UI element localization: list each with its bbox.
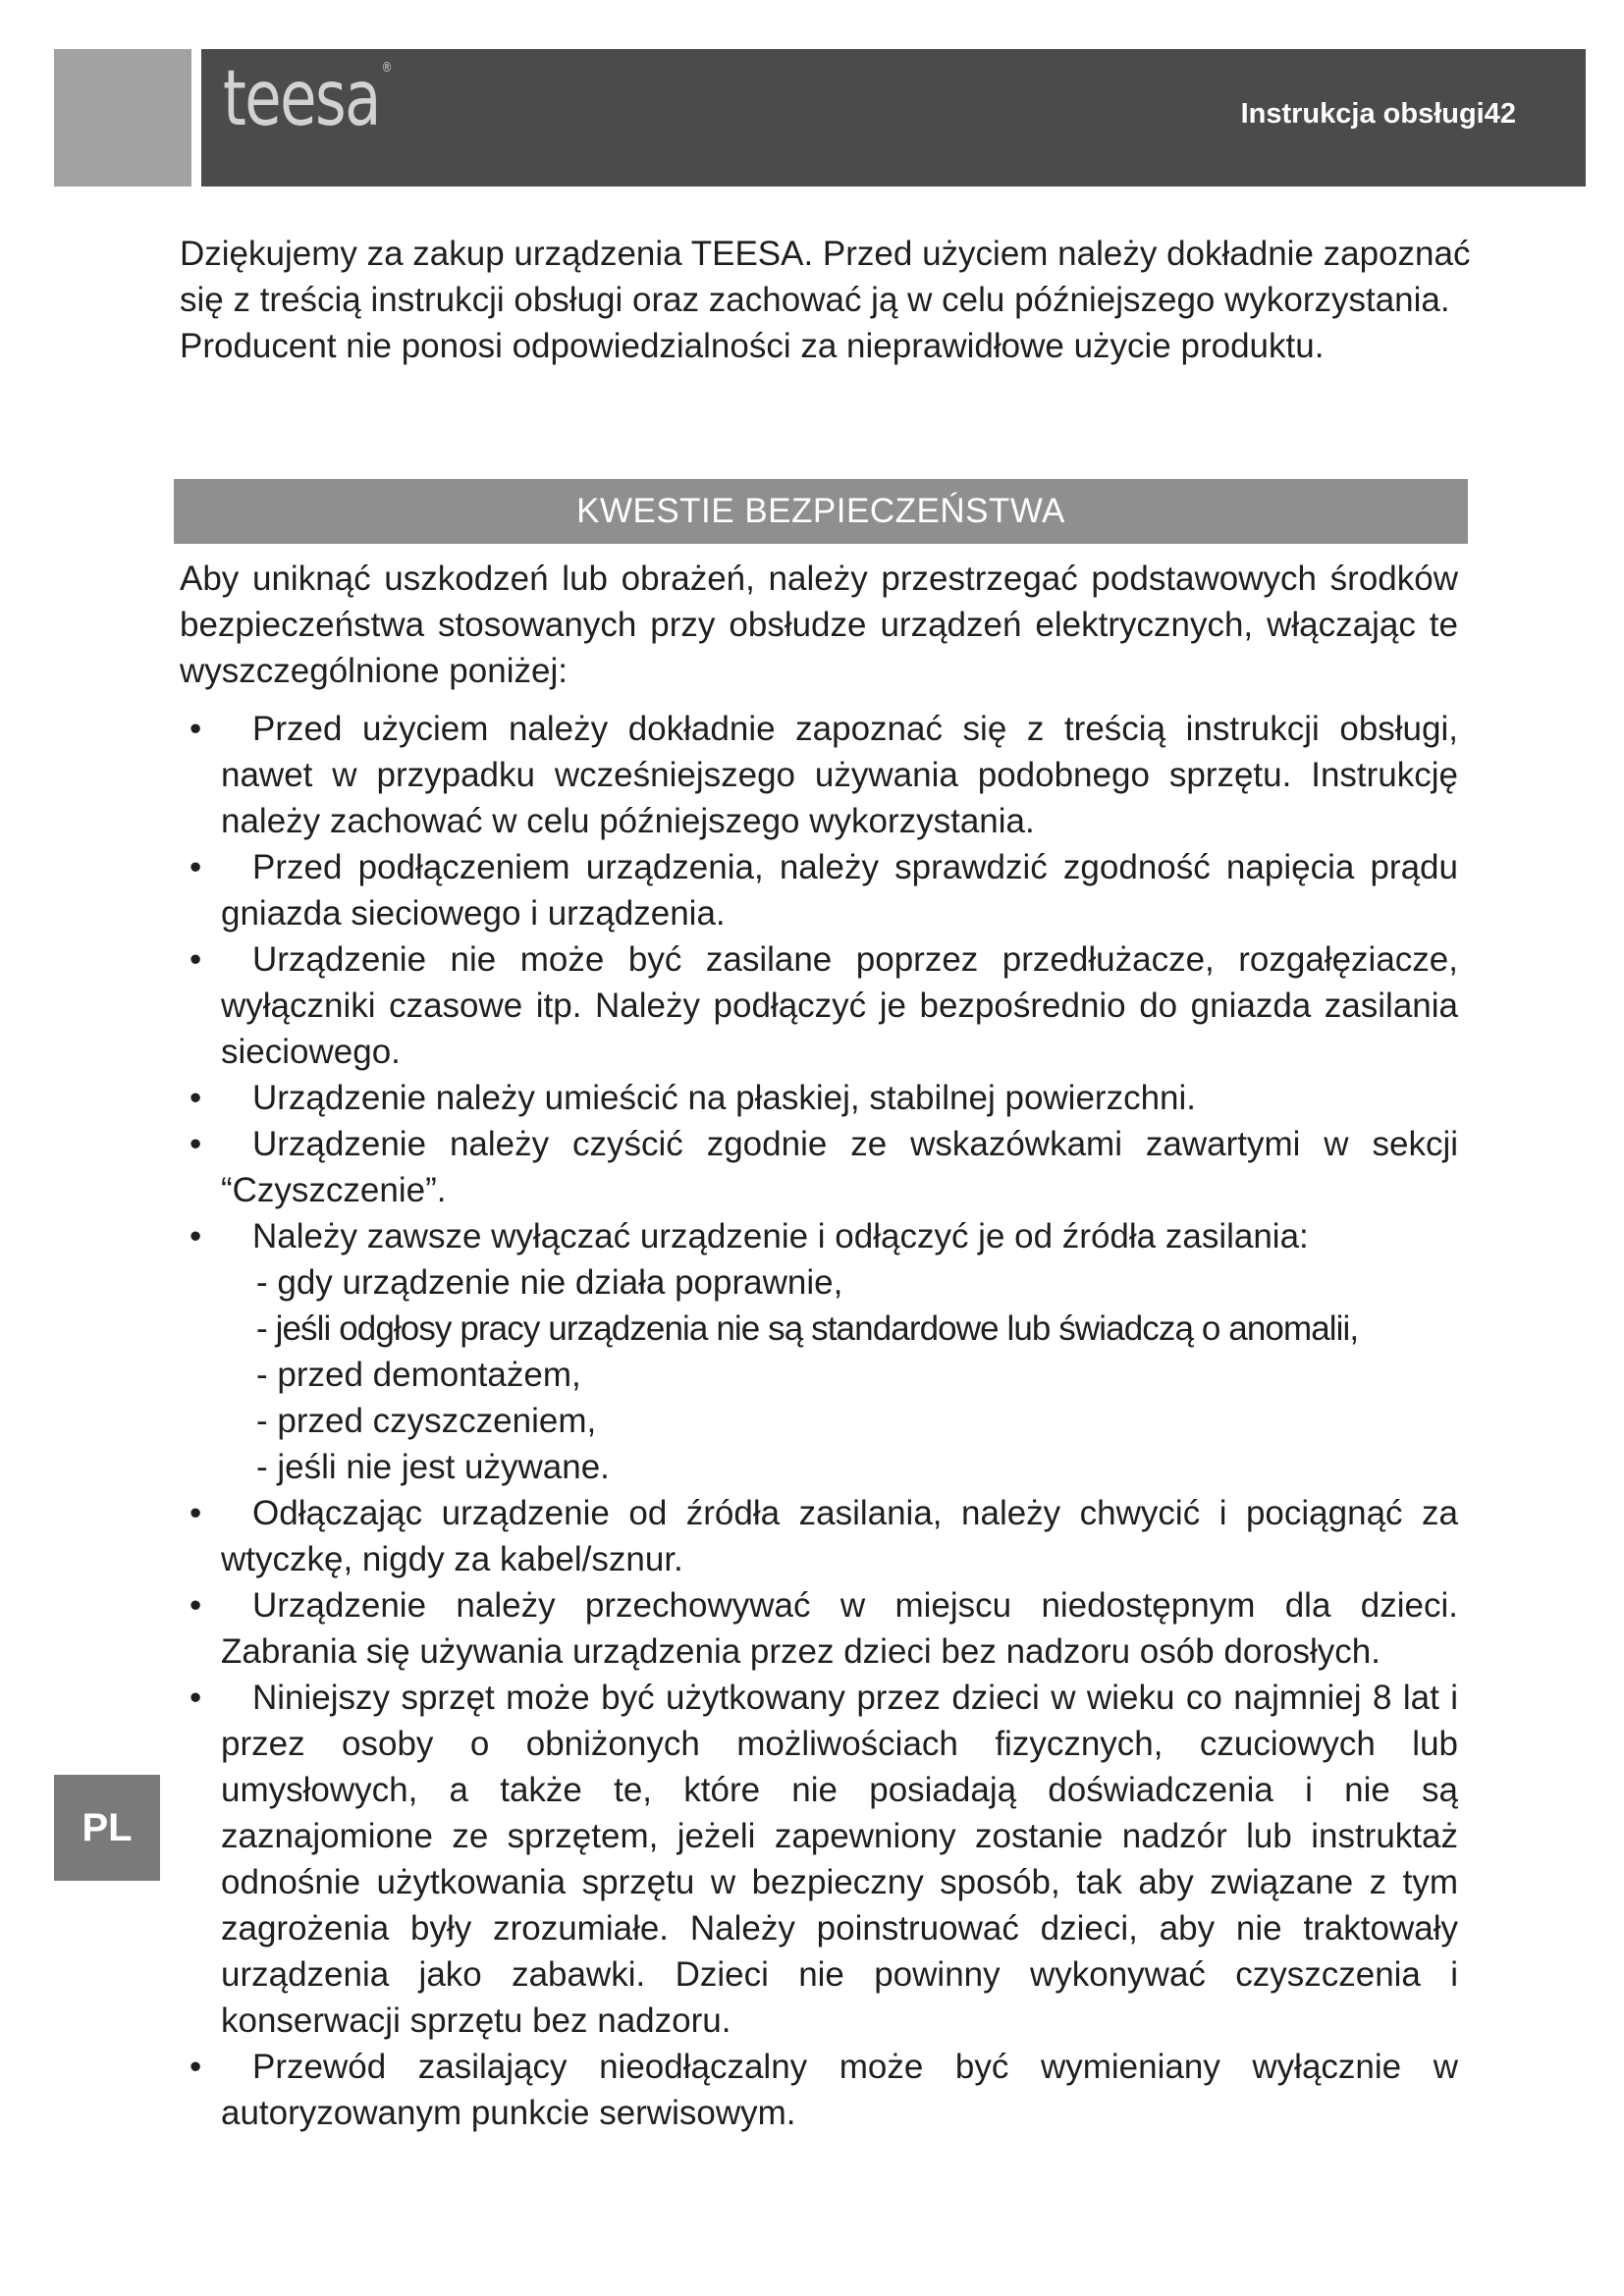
safety-lead-paragraph: Aby uniknąć uszkodzeń lub obrażeń, należy przestrzegać podstawowych środków bezpieczeństwa stosowanych przy obsłudze urządzeń elektrycznych, włączając te wyszczególnione poniżej: [180, 560, 1458, 690]
list-item-text: Odłączając urządzenie od źródła zasilania, należy chwycić i pociągnąć za wtyczkę, nigdy za kabel/sznur. [221, 1494, 1458, 1578]
disconnect-case: - jeśli odgłosy pracy urządzenia nie są standardowe lub świadczą o anomalii, [256, 1309, 1359, 1348]
intro-paragraph: Dziękujemy za zakup urządzenia TEESA. Przed użyciem należy dokładnie zapoznać się z treścią instrukcji obsługi oraz zachować ją w celu późniejszego wykorzystania. Producent nie ponosi odpowiedzialności za nieprawidłowe użycie produktu. [180, 235, 1471, 365]
list-item [180, 1582, 1458, 1675]
list-item [180, 706, 1458, 844]
safety-section [180, 556, 1458, 2136]
list-item [180, 1121, 1458, 1213]
disconnect-case: - gdy urządzenie nie działa poprawnie, [256, 1263, 843, 1302]
list-item-text: Urządzenie nie może być zasilane poprzez przedłużacze, rozgałęziacze, wyłączniki czasowe itp. Należy podłączyć je bezpośrednio do gniazda zasilania sieciowego. [221, 940, 1458, 1071]
document-title: Instrukcja obsługi42 [1240, 98, 1516, 130]
language-badge: PL [54, 1775, 160, 1881]
disconnect-case: - przed czyszczeniem, [256, 1402, 597, 1440]
bullet-icon: • [189, 1586, 202, 1625]
list-item-text: Przed użyciem należy dokładnie zapoznać się z treścią instrukcji obsługi, nawet w przypadku wcześniejszego używania podobnego sprzętu. Instrukcję należy zachować w celu późniejszego wykorzystania. [221, 710, 1458, 840]
header-left-block [54, 49, 191, 187]
list-item [180, 844, 1458, 936]
list-item [180, 1490, 1458, 1582]
bullet-icon: • [189, 940, 202, 979]
bullet-icon: • [189, 710, 202, 748]
safety-rules-list [180, 706, 1458, 2136]
list-item [180, 1213, 1458, 1490]
disconnect-case: - przed demontażem, [256, 1356, 581, 1394]
bullet-icon: • [189, 1217, 202, 1255]
list-item-text: Przed podłączeniem urządzenia, należy sprawdzić zgodność napięcia prądu gniazda sieciowego i urządzenia. [221, 848, 1458, 933]
list-item [180, 1675, 1458, 2044]
trademark-mark: ® [381, 60, 391, 76]
brand-logo-text: teesa [223, 55, 380, 143]
disconnect-case: - jeśli nie jest używane. [256, 1448, 610, 1486]
bullet-icon: • [189, 1079, 202, 1117]
bullet-icon: • [189, 1494, 202, 1532]
list-item [180, 936, 1458, 1075]
brand-logo [223, 55, 391, 143]
list-item-text: Urządzenie należy czyścić zgodnie ze wskazówkami zawartymi w sekcji “Czyszczenie”. [221, 1125, 1458, 1209]
list-item-text: Urządzenie należy umieścić na płaskiej, stabilnej powierzchni. [252, 1079, 1197, 1117]
list-item-text: Niniejszy sprzęt może być użytkowany przez dzieci w wieku co najmniej 8 lat i przez osoby o obniżonych możliwościach fizycznych, czuciowych lub umysłowych, a także te, które nie posiadają doświadczenia i nie są zaznajomione ze sprzętem, jeżeli zapewniony zostanie nadzór lub instruktaż odnośnie użytkowania sprzętu w bezpieczny sposób, tak aby związane z tym zagrożenia były zrozumiałe. Należy poinstruować dzieci, aby nie traktowały urządzenia jako zabawki. Dzieci nie powinny wykonywać czyszczenia i konserwacji sprzętu bez nadzoru. [221, 1679, 1458, 2040]
list-item [180, 1075, 1458, 1121]
safety-section-heading: KWESTIE BEZPIECZEŃSTWA [174, 479, 1468, 544]
list-item-text: Należy zawsze wyłączać urządzenie i odłączyć je od źródła zasilania: [252, 1217, 1309, 1255]
list-item-text: Urządzenie należy przechowywać w miejscu niedostępnym dla dzieci. Zabrania się używania urządzenia przez dzieci bez nadzoru osób dorosłych. [221, 1586, 1458, 1671]
bullet-icon: • [189, 2048, 202, 2086]
bullet-icon: • [189, 1125, 202, 1163]
list-item [180, 2044, 1458, 2136]
intro-section [180, 231, 1486, 369]
list-item-text: Przewód zasilający nieodłączalny może być wymieniany wyłącznie w autoryzowanym punkcie serwisowym. [221, 2048, 1458, 2132]
bullet-icon: • [189, 1679, 202, 1717]
bullet-icon: • [189, 848, 202, 886]
